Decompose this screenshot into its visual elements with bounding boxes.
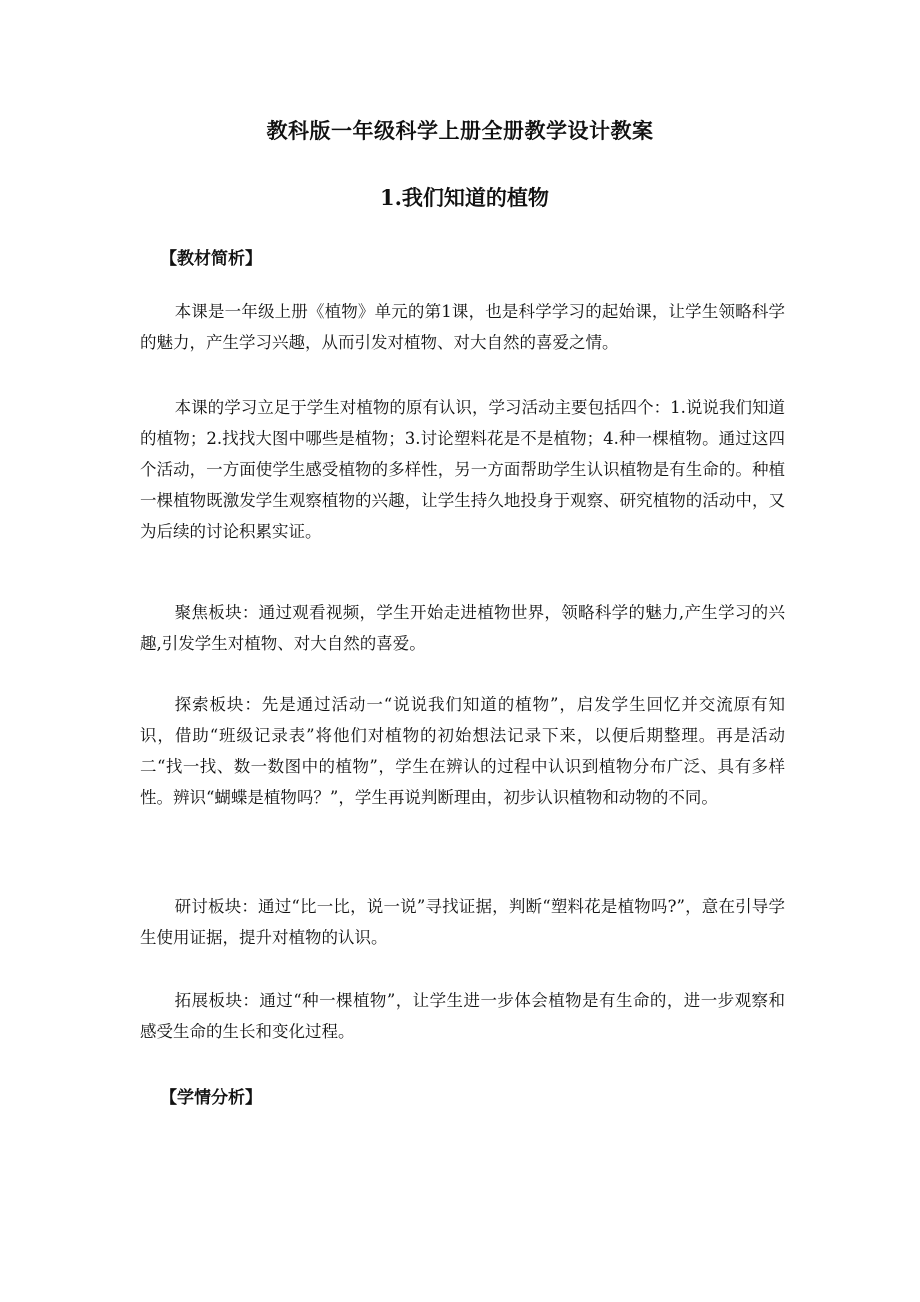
section-heading-learner-analysis: 【学情分析】 [160,1088,262,1108]
paragraph-overview: 本课是一年级上册《植物》单元的第1课，也是科学学习的起始课，让学生领略科学的魅力，产生学习兴趣，从而引发对植物、对大自然的喜爱之情。 [140,302,785,352]
paragraph-focus-block: 聚焦板块：通过观看视频，学生开始走进植物世界，领略科学的魅力,产生学习的兴趣,引发学生对植物、对大自然的喜爱。 [140,603,785,653]
paragraph-extension-block: 拓展板块：通过“种一棵植物”，让学生进一步体会植物是有生命的，进一步观察和感受生命的生长和变化过程。 [140,991,785,1041]
section-heading-materials-analysis: 【教材简析】 [160,249,262,269]
paragraph-activities: 本课的学习立足于学生对植物的原有认识，学习活动主要包括四个：1.说说我们知道的植物；2.找找大图中哪些是植物；3.讨论塑料花是不是植物；4.种一棵植物。通过这四个活动，一方面使学生感受植物的多样性，另一方面帮助学生认识植物是有生命的。种植一棵植物既激发学生观察植物的兴趣，让学生持久地投身于观察、研究植物的活动中，又为后续的讨论积累实证。 [140,398,785,541]
paragraph-discussion-block: 研讨板块：通过“比一比，说一说”寻找证据，判断“塑料花是植物吗?”，意在引导学生使用证据，提升对植物的认识。 [140,897,785,947]
document-title: 教科版一年级科学上册全册教学设计教案 [266,118,654,143]
lesson-title: 1.我们知道的植物 [380,185,549,210]
paragraph-explore-block: 探索板块：先是通过活动一“说说我们知道的植物”，启发学生回忆并交流原有知识，借助“班级记录表”将他们对植物的初始想法记录下来，以便后期整理。再是活动二“找一找、数一数图中的植物”，学生在辨认的过程中认识到植物分布广泛、具有多样性。辨识“蝴蝶是植物吗？”，学生再说判断理由，初步认识植物和动物的不同。 [140,695,785,807]
